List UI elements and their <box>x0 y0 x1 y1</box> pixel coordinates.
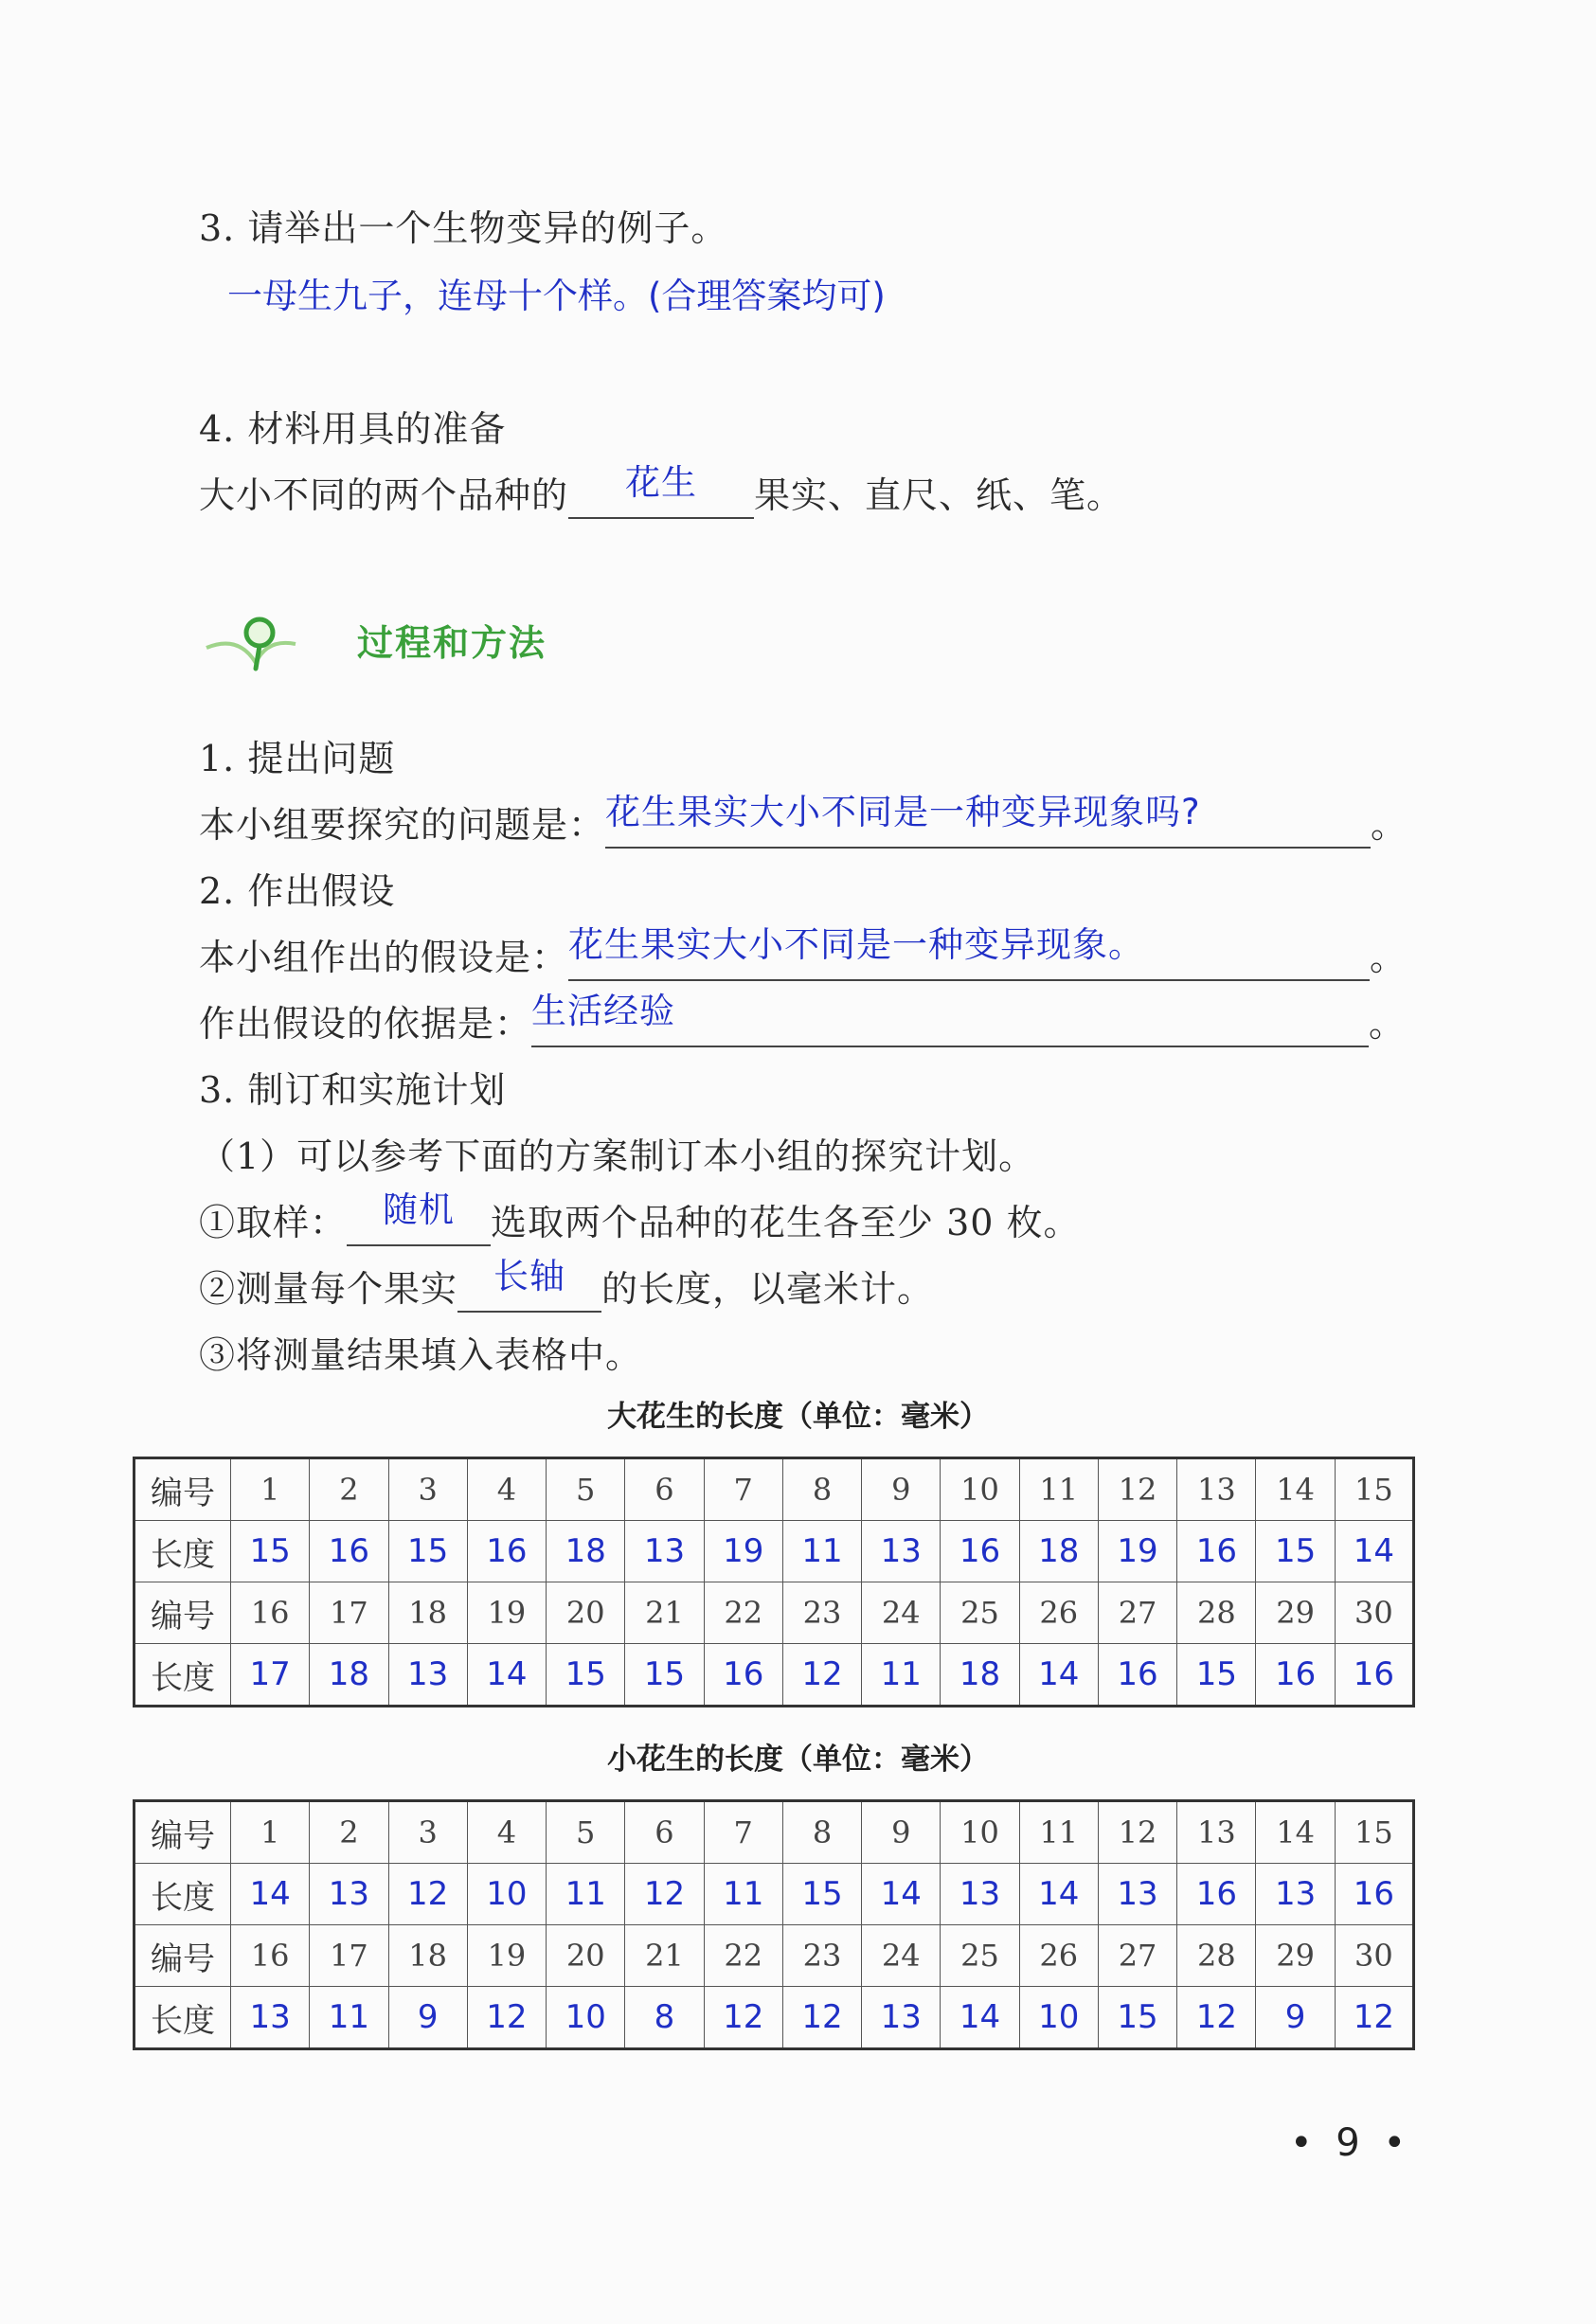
table-cell-id: 23 <box>782 1582 861 1644</box>
table-cell-length: 12 <box>782 1987 861 2049</box>
row-label: 长度 <box>134 1521 231 1582</box>
table-cell-id: 22 <box>704 1925 782 1987</box>
section-title: 过程和方法 <box>357 622 547 664</box>
table-cell-length: 19 <box>1098 1521 1176 1582</box>
table-cell-id: 3 <box>388 1801 467 1864</box>
table-cell-id: 6 <box>625 1801 704 1864</box>
page-number: • 9 • <box>1290 2121 1412 2165</box>
q3-question: 3. 请举出一个生物变异的例子。 <box>199 207 728 249</box>
table-cell-length: 12 <box>625 1864 704 1925</box>
table-cell-id: 2 <box>310 1458 388 1521</box>
table-cell-id: 28 <box>1177 1582 1256 1644</box>
table-cell-length: 14 <box>862 1864 941 1925</box>
s3-step3: ③将测量结果填入表格中。 <box>199 1334 643 1376</box>
s2-title: 2. 作出假设 <box>199 870 396 912</box>
id-row <box>134 1458 1414 1521</box>
table-cell-id: 18 <box>388 1582 467 1644</box>
table-cell-id: 27 <box>1098 1925 1176 1987</box>
q4-title: 4. 材料用具的准备 <box>199 408 507 450</box>
table-cell-length: 15 <box>231 1521 310 1582</box>
row-label: 编号 <box>134 1582 231 1644</box>
table-cell-length: 15 <box>547 1644 625 1707</box>
id-row <box>134 1582 1414 1644</box>
table-cell-id: 4 <box>467 1458 546 1521</box>
table-cell-length: 12 <box>388 1864 467 1925</box>
table-cell-length: 11 <box>547 1864 625 1925</box>
table-cell-id: 13 <box>1177 1801 1256 1864</box>
table-cell-length: 13 <box>1256 1864 1335 1925</box>
s2-end2: 。 <box>1369 1003 1407 1045</box>
table-cell-length: 13 <box>862 1521 941 1582</box>
table-cell-id: 16 <box>231 1582 310 1644</box>
table-cell-length: 15 <box>782 1864 861 1925</box>
table-cell-id: 28 <box>1177 1925 1256 1987</box>
table-cell-length: 16 <box>1177 1864 1256 1925</box>
table-cell-id: 9 <box>862 1801 941 1864</box>
s3-step2-answer: 长轴 <box>493 1256 566 1296</box>
s3-step1-after: 选取两个品种的花生各至少 30 枚。 <box>491 1202 1081 1243</box>
table-cell-length: 18 <box>941 1644 1019 1707</box>
table-cell-id: 21 <box>625 1925 704 1987</box>
table-cell-length: 14 <box>1019 1644 1098 1707</box>
table-cell-length: 9 <box>388 1987 467 2049</box>
length-row <box>134 1521 1414 1582</box>
table-cell-length: 8 <box>625 1987 704 2049</box>
table-big-caption: 大花生的长度（单位：毫米） <box>607 1400 989 1434</box>
table-cell-id: 10 <box>941 1801 1019 1864</box>
table-cell-id: 24 <box>862 1582 941 1644</box>
table-cell-length: 16 <box>310 1521 388 1582</box>
table-cell-id: 26 <box>1019 1925 1098 1987</box>
s3-step1-blank <box>347 1189 491 1246</box>
s2-answer1: 花生果实大小不同是一种变异现象。 <box>568 924 1145 965</box>
table-cell-id: 7 <box>704 1801 782 1864</box>
q3-answer: 一母生九子，连母十个样。(合理答案均可) <box>227 276 886 316</box>
row-label: 编号 <box>134 1458 231 1521</box>
magnifier-leaf-icon <box>201 606 305 678</box>
table-cell-length: 16 <box>467 1521 546 1582</box>
s1-sentence <box>199 792 1408 849</box>
table-cell-id: 16 <box>231 1925 310 1987</box>
table-cell-length: 13 <box>862 1987 941 2049</box>
q4-before: 大小不同的两个品种的 <box>199 474 569 516</box>
table-cell-length: 15 <box>1177 1644 1256 1707</box>
table-cell-id: 2 <box>310 1801 388 1864</box>
row-label: 长度 <box>134 1987 231 2049</box>
table-cell-id: 29 <box>1256 1582 1335 1644</box>
table-cell-length: 13 <box>1098 1864 1176 1925</box>
table-cell-id: 3 <box>388 1458 467 1521</box>
table-cell-length: 15 <box>1256 1521 1335 1582</box>
table-cell-length: 16 <box>1335 1864 1413 1925</box>
s1-title: 1. 提出问题 <box>199 738 396 779</box>
table-cell-length: 17 <box>231 1644 310 1707</box>
table-cell-length: 15 <box>625 1644 704 1707</box>
table-cell-length: 10 <box>547 1987 625 2049</box>
table-cell-id: 25 <box>941 1582 1019 1644</box>
table-cell-length: 13 <box>941 1864 1019 1925</box>
table-cell-length: 18 <box>1019 1521 1098 1582</box>
table-cell-length: 16 <box>1098 1644 1176 1707</box>
table-cell-id: 5 <box>547 1458 625 1521</box>
s1-label: 本小组要探究的问题是： <box>199 804 606 846</box>
table-cell-id: 15 <box>1335 1801 1413 1864</box>
s2-end1: 。 <box>1370 937 1408 978</box>
table-cell-id: 9 <box>862 1458 941 1521</box>
table-cell-length: 16 <box>1335 1644 1413 1707</box>
table-cell-length: 12 <box>467 1987 546 2049</box>
s3-step2-after: 的长度，以毫米计。 <box>601 1268 935 1310</box>
s3-step1-before: ①取样： <box>199 1202 348 1243</box>
table-cell-id: 22 <box>704 1582 782 1644</box>
table-cell-id: 21 <box>625 1582 704 1644</box>
s3-step1 <box>199 1189 1081 1246</box>
table-cell-id: 19 <box>467 1925 546 1987</box>
table-cell-id: 15 <box>1335 1458 1413 1521</box>
table-cell-id: 30 <box>1335 1582 1413 1644</box>
s2-sentence1 <box>199 924 1408 981</box>
row-label: 编号 <box>134 1801 231 1864</box>
table-cell-id: 1 <box>231 1801 310 1864</box>
table-cell-length: 13 <box>625 1521 704 1582</box>
table-cell-id: 23 <box>782 1925 861 1987</box>
s3-step2 <box>199 1256 935 1313</box>
table-cell-id: 12 <box>1098 1801 1176 1864</box>
table-cell-id: 11 <box>1019 1801 1098 1864</box>
table-cell-length: 12 <box>1177 1987 1256 2049</box>
table-cell-length: 10 <box>467 1864 546 1925</box>
q4-blank-answer: 花生 <box>625 462 698 503</box>
table-cell-id: 14 <box>1256 1801 1335 1864</box>
table-cell-id: 10 <box>941 1458 1019 1521</box>
table-cell-length: 11 <box>310 1987 388 2049</box>
table-cell-length: 14 <box>1335 1521 1413 1582</box>
row-label: 长度 <box>134 1864 231 1925</box>
table-cell-id: 20 <box>547 1925 625 1987</box>
s3-step1-answer: 随机 <box>383 1189 456 1230</box>
section-header <box>201 606 599 682</box>
table-cell-length: 13 <box>388 1644 467 1707</box>
table-cell-length: 14 <box>941 1987 1019 2049</box>
table-cell-length: 11 <box>862 1644 941 1707</box>
table-cell-id: 18 <box>388 1925 467 1987</box>
table-cell-length: 10 <box>1019 1987 1098 2049</box>
table-cell-id: 17 <box>310 1582 388 1644</box>
table-cell-id: 30 <box>1335 1925 1413 1987</box>
table-cell-length: 16 <box>704 1644 782 1707</box>
table-cell-id: 25 <box>941 1925 1019 1987</box>
length-row <box>134 1644 1414 1707</box>
table-cell-id: 20 <box>547 1582 625 1644</box>
table-cell-id: 5 <box>547 1801 625 1864</box>
table-cell-length: 13 <box>310 1864 388 1925</box>
s1-answer: 花生果实大小不同是一种变异现象吗? <box>605 792 1201 832</box>
table-big-peanut <box>133 1457 1415 1707</box>
table-cell-id: 6 <box>625 1458 704 1521</box>
table-cell-id: 14 <box>1256 1458 1335 1521</box>
table-cell-id: 19 <box>467 1582 546 1644</box>
table-small-peanut <box>133 1799 1415 2050</box>
s2-sentence2 <box>199 991 1407 1047</box>
table-small-caption: 小花生的长度（单位：毫米） <box>607 1743 989 1777</box>
table-cell-length: 12 <box>704 1987 782 2049</box>
table-cell-length: 19 <box>704 1521 782 1582</box>
s2-blank1 <box>568 924 1370 981</box>
table-cell-length: 18 <box>547 1521 625 1582</box>
s2-label1: 本小组作出的假设是： <box>199 937 569 978</box>
table-cell-id: 7 <box>704 1458 782 1521</box>
table-cell-length: 15 <box>388 1521 467 1582</box>
table-cell-id: 4 <box>467 1801 546 1864</box>
table-cell-id: 26 <box>1019 1582 1098 1644</box>
table-cell-id: 8 <box>782 1801 861 1864</box>
table-cell-length: 18 <box>310 1644 388 1707</box>
table-cell-length: 13 <box>231 1987 310 2049</box>
row-label: 编号 <box>134 1925 231 1987</box>
s3-step2-before: ②测量每个果实 <box>199 1268 458 1310</box>
table-cell-length: 14 <box>231 1864 310 1925</box>
table-cell-length: 15 <box>1098 1987 1176 2049</box>
s1-blank <box>605 792 1371 849</box>
length-row <box>134 1987 1414 2049</box>
row-label: 长度 <box>134 1644 231 1707</box>
s3-title: 3. 制订和实施计划 <box>199 1069 507 1111</box>
table-cell-id: 11 <box>1019 1458 1098 1521</box>
q4-after: 果实、直尺、纸、笔。 <box>754 474 1124 516</box>
table-cell-length: 16 <box>1177 1521 1256 1582</box>
length-row <box>134 1864 1414 1925</box>
table-cell-length: 12 <box>782 1644 861 1707</box>
table-cell-length: 9 <box>1256 1987 1335 2049</box>
s2-label2: 作出假设的依据是： <box>199 1003 532 1045</box>
table-cell-id: 17 <box>310 1925 388 1987</box>
table-cell-id: 27 <box>1098 1582 1176 1644</box>
table-cell-id: 29 <box>1256 1925 1335 1987</box>
table-cell-length: 11 <box>782 1521 861 1582</box>
id-row <box>134 1925 1414 1987</box>
id-row <box>134 1801 1414 1864</box>
table-cell-length: 11 <box>704 1864 782 1925</box>
table-cell-id: 24 <box>862 1925 941 1987</box>
s3-p1: （1）可以参考下面的方案制订本小组的探究计划。 <box>199 1135 1036 1177</box>
table-cell-length: 14 <box>1019 1864 1098 1925</box>
s1-end: 。 <box>1371 804 1408 846</box>
table-cell-length: 14 <box>467 1644 546 1707</box>
table-cell-id: 8 <box>782 1458 861 1521</box>
s2-blank2 <box>531 991 1369 1047</box>
table-cell-length: 16 <box>1256 1644 1335 1707</box>
s3-step2-blank <box>457 1256 601 1313</box>
table-cell-id: 13 <box>1177 1458 1256 1521</box>
table-cell-length: 16 <box>941 1521 1019 1582</box>
q4-blank <box>568 462 754 519</box>
s2-answer2: 生活经验 <box>531 991 676 1031</box>
q4-sentence <box>199 462 1124 519</box>
table-cell-length: 12 <box>1335 1987 1413 2049</box>
table-cell-id: 12 <box>1098 1458 1176 1521</box>
table-cell-id: 1 <box>231 1458 310 1521</box>
